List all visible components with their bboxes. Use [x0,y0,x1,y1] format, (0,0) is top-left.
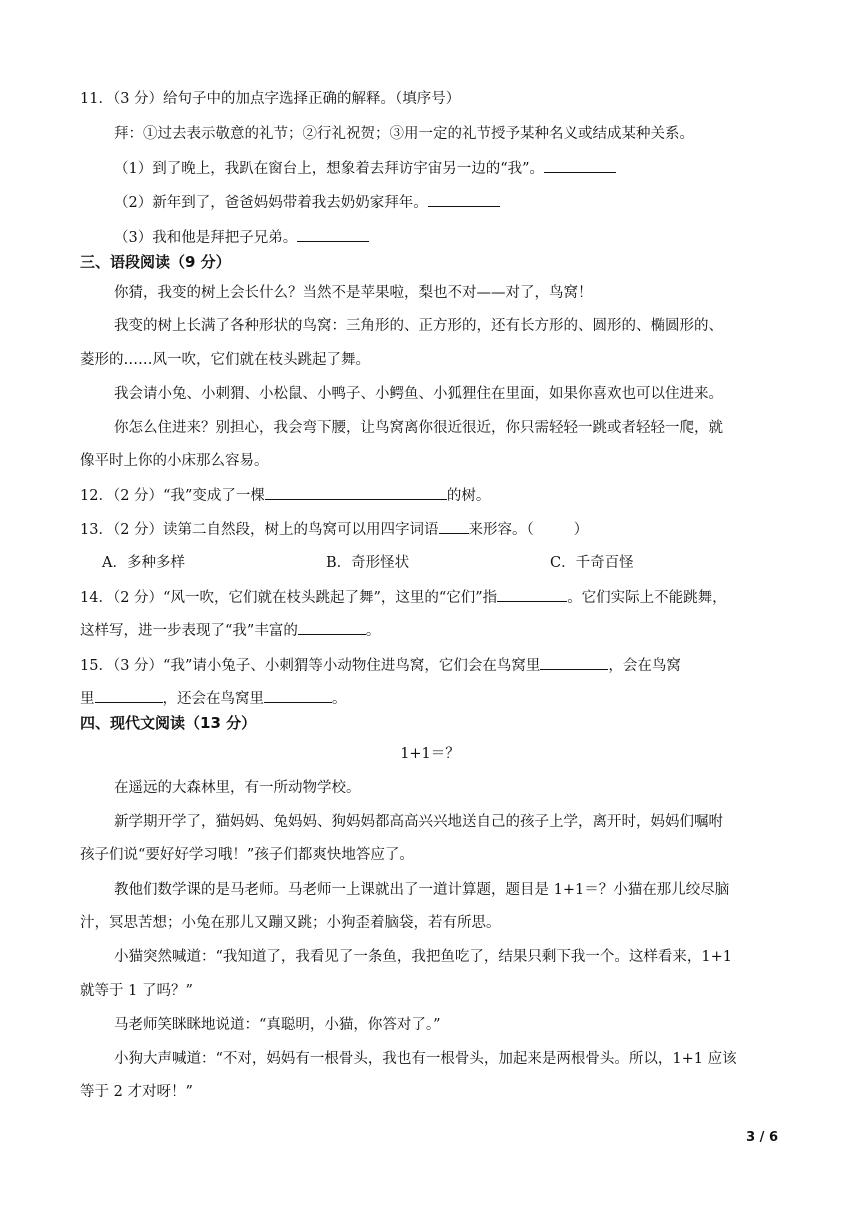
q15-line-2: 里 ，还会在鸟窝里 。 [80,688,347,709]
story-paragraph: 小狗大声喊道：“不对，妈妈有一根骨头，我也有一根骨头，加起来是两根骨头。所以，1+1 应该 [114,1051,737,1067]
story-paragraph: 教他们数学课的是马老师。马老师一上课就出了一道计算题，题目是 1+1＝？小猫在那儿绞尽脑 [114,882,730,898]
answer-blank[interactable] [428,192,500,207]
story-paragraph-cont: 孩子们说“要好好学习哦！”孩子们都爽快地答应了。 [80,847,414,863]
section-3-title: 三、语段阅读（9 分） [80,253,231,271]
story-paragraph-cont: 等于 2 才对呀！” [80,1084,193,1100]
q13-option-b[interactable]: B．奇形怪状 [326,555,410,571]
answer-blank[interactable] [497,587,567,602]
section-4-title: 四、现代文阅读（13 分） [80,714,257,732]
passage-paragraph: 我变的树上长满了各种形状的鸟窝：三角形的、正方形的，还有长方形的、圆形的、椭圆形的、 [114,318,723,334]
q11-sentence-3: （3）我和他是拜把子兄弟。 [114,227,369,248]
answer-blank[interactable] [439,519,469,534]
answer-blank[interactable] [265,485,447,500]
passage-paragraph-cont: 菱形的……风一吹，它们就在枝头跳起了舞。 [80,352,370,368]
q13-option-a[interactable]: A．多种多样 [102,555,185,571]
q14-line-2: 这样写，进一步表现了“我”丰富的 。 [80,620,380,641]
passage-paragraph: 我会请小兔、小刺猬、小松鼠、小鸭子、小鳄鱼、小狐狸住在里面，如果你喜欢也可以住进来。 [114,386,723,402]
q14-line-1: 14．（2 分）“风一吹，它们就在枝头跳起了舞”，这里的“它们”指 。它们实际上不能跳舞， [80,587,727,608]
q13-stem: 13．（2 分）读第二自然段，树上的鸟窝可以用四字词语 来形容。（ ） [80,519,588,540]
q11-sentence-1: （1）到了晚上，我趴在窗台上，想象着去拜访宇宙另一边的“我”。 [114,158,616,179]
passage-paragraph: 你怎么住进来？别担心，我会弯下腰，让鸟窝离你很近很近，你只需轻轻一跳或者轻轻一爬，就 [114,420,723,436]
story-paragraph-cont: 就等于 1 了吗？” [80,983,193,999]
answer-blank[interactable] [297,227,369,242]
story-paragraph-cont: 汁，冥思苦想；小兔在那儿又蹦又跳；小狗歪着脑袋，若有所思。 [80,915,501,931]
page-number: 3 / 6 [746,1130,778,1145]
story-paragraph: 小猫突然喊道：“我知道了，我看见了一条鱼，我把鱼吃了，结果只剩下我一个。这样看来，1+1 [114,949,733,965]
answer-blank[interactable] [544,158,616,173]
answer-blank[interactable] [95,688,163,703]
story-paragraph: 新学期开学了，猫妈妈、兔妈妈、狗妈妈都高高兴兴地送自己的孩子上学，离开时，妈妈们嘱咐 [114,814,723,830]
q11-stem: 11．（3 分）给句子中的加点字选择正确的解释。（填序号） [80,91,461,107]
answer-blank[interactable] [540,655,608,670]
answer-blank[interactable] [298,620,366,635]
passage-paragraph-cont: 像平时上你的小床那么容易。 [80,453,269,469]
q15-line-1: 15．（3 分）“我”请小兔子、小刺猬等小动物住进鸟窝，它们会在鸟窝里 ，会在鸟窝 [80,655,681,676]
q12: 12．（2 分）“我”变成了一棵 的树。 [80,485,490,506]
passage-paragraph: 你猜，我变的树上会长什么？当然不是苹果啦，梨也不对——对了，鸟窝！ [114,285,593,301]
story-title: 1+1＝？ [400,746,460,762]
q11-sentence-2: （2）新年到了，爸爸妈妈带着我去奶奶家拜年。 [114,192,500,213]
answer-blank[interactable] [264,688,332,703]
q11-definitions: 拜：①过去表示敬意的礼节；②行礼祝贺；③用一定的礼节授予某种名义或结成某种关系。 [114,126,694,142]
q13-option-c[interactable]: C．千奇百怪 [550,555,634,571]
story-paragraph: 马老师笑眯眯地说道：“真聪明，小猫，你答对了。” [114,1017,441,1033]
story-paragraph: 在遥远的大森林里，有一所动物学校。 [114,780,361,796]
